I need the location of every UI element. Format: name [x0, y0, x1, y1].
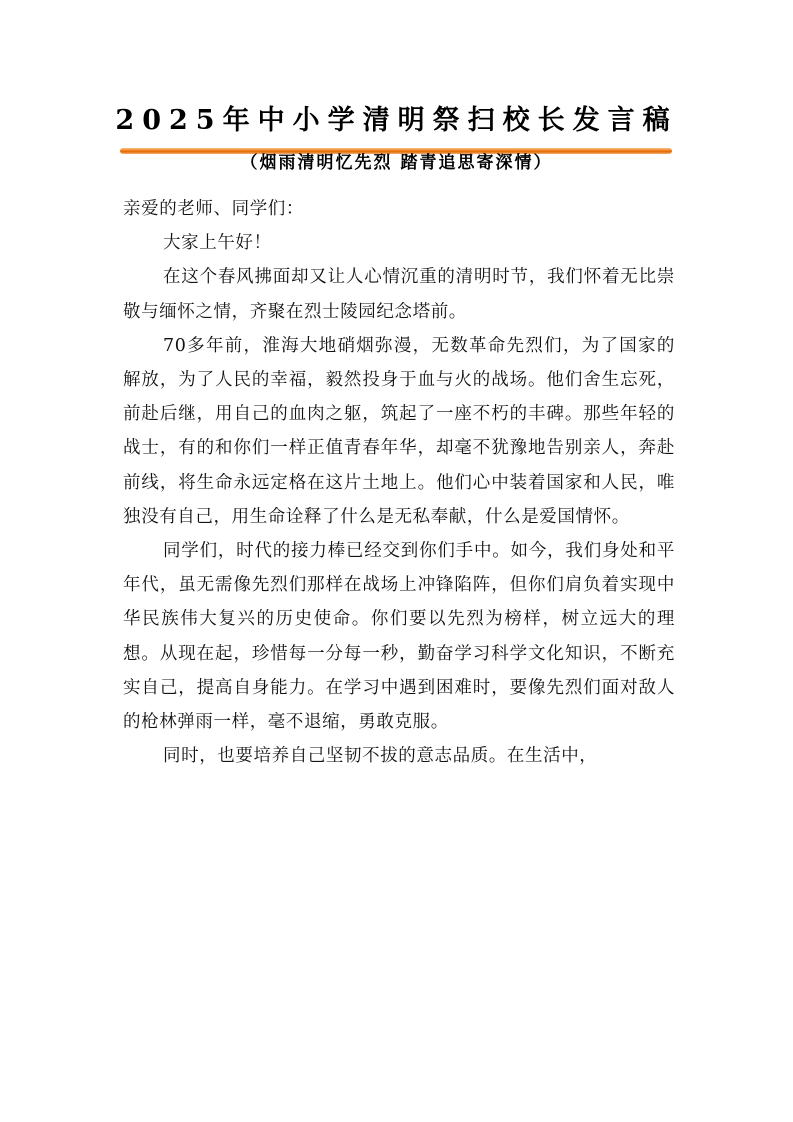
paragraph: 同学们，时代的接力棒已经交到你们手中。如今，我们身处和平年代，虽无需像先烈们那样在战场上冲锋陷阵，但你们肩负着实现中华民族伟大复兴的历史使命。你们要以先烈为榜样，树立远大的理想。从现在起，珍惜每一分每一秒，勤奋学习科学文化知识，不断充实自己，提高自身能力。在学习中遇到困难时，要像先烈们面对敌人的枪林弹雨一样，毫不退缩，勇敢克服。: [123, 541, 675, 733]
document-title: 2025年中小学清明祭扫校长发言稿: [115, 105, 678, 136]
paragraph: 大家上午好！: [163, 233, 272, 254]
salutation: 亲爱的老师、同学们：: [123, 199, 304, 219]
document-subtitle: （烟雨清明忆先烈 踏青追思寄深情）: [240, 153, 553, 173]
paragraph: 70多年前，淮海大地硝烟弥漫，无数革命先烈们，为了国家的解放，为了人民的幸福，毅然投身于血与火的战场。他们舍生忘死，前赴后继，用自己的血肉之躯，筑起了一座不朽的丰碑。那些年轻的战士，有的和你们一样正值青春年华，却毫不犹豫地告别亲人，奔赴前线，将生命永远定格在这片土地上。他们心中装着国家和人民，唯独没有自己，用生命诠释了什么是无私奉献，什么是爱国情怀。: [123, 335, 675, 527]
document-body: [123, 192, 675, 773]
paragraph: 同时，也要培养自己坚韧不拔的意志品质。在生活中，: [163, 746, 598, 767]
paragraph: 在这个春风拂面却又让人心情沉重的清明时节，我们怀着无比崇敬与缅怀之情，齐聚在烈士陵园纪念塔前。: [123, 267, 675, 322]
